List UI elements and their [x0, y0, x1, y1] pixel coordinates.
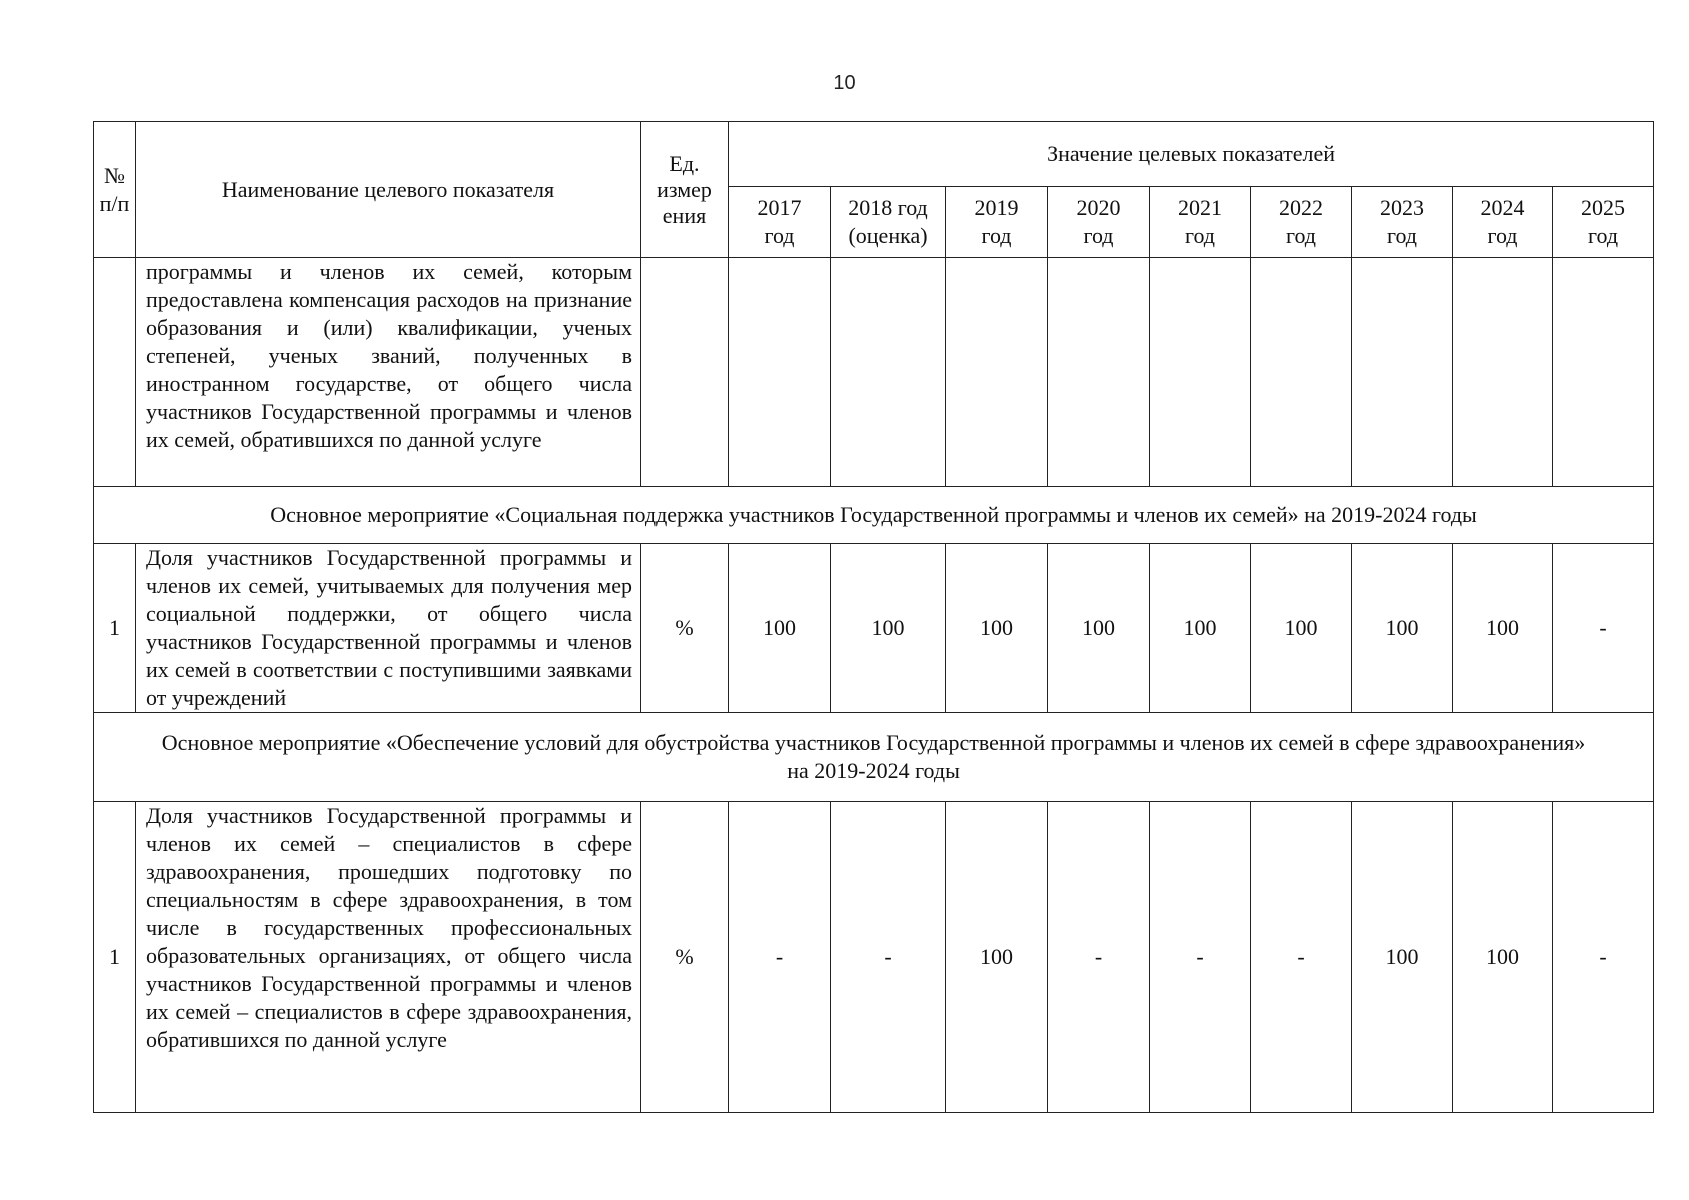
- value-cell: 100: [831, 544, 946, 713]
- header-row: [94, 122, 1654, 187]
- header-num: № п/п: [94, 122, 136, 258]
- value-cell: -: [1553, 802, 1654, 1113]
- unit-cell: %: [641, 544, 729, 713]
- section-row: [94, 713, 1654, 802]
- value-cell: 100: [1453, 802, 1553, 1113]
- header-year: 2017 год: [729, 187, 831, 258]
- value-cell: 100: [946, 802, 1048, 1113]
- value-cell: [1251, 258, 1352, 487]
- value-cell: 100: [1150, 544, 1251, 713]
- header-name: Наименование целевого показателя: [136, 122, 641, 258]
- header-year: 2022 год: [1251, 187, 1352, 258]
- unit-cell: [641, 258, 729, 487]
- row-num: 1: [94, 544, 136, 713]
- value-cell: 100: [1453, 544, 1553, 713]
- value-cell: [729, 258, 831, 487]
- header-year: 2025 год: [1553, 187, 1654, 258]
- value-cell: -: [729, 802, 831, 1113]
- value-cell: -: [1553, 544, 1654, 713]
- table-row: [94, 544, 1654, 713]
- value-cell: 100: [1251, 544, 1352, 713]
- value-cell: [1150, 258, 1251, 487]
- header-unit: Ед. измер ения: [641, 122, 729, 258]
- value-cell: [831, 258, 946, 487]
- page-number: 10: [833, 72, 856, 94]
- header-year: 2020 год: [1048, 187, 1150, 258]
- value-cell: 100: [1352, 802, 1453, 1113]
- unit-cell: %: [641, 802, 729, 1113]
- indicator-name: Доля участников Государственной программы и членов их семей, учитываемых для получения мер социальной поддержки, от общего числа участников Государственной программы и членов их семей в соответствии с поступившими заявками от учреждений: [136, 544, 641, 713]
- section-row: [94, 487, 1654, 544]
- indicator-name: Доля участников Государственной программы и членов их семей – специалистов в сфере здравоохранения, прошедших подготовку по специальностям в сфере здравоохранения, в том числе в государственных профессиональных образовательных организациях, от общего числа участников Государственной программы и членов их семей – специалистов в сфере здравоохранения, обратившихся по данной услуге: [136, 802, 641, 1113]
- value-cell: [1553, 258, 1654, 487]
- indicator-name: программы и членов их семей, которым предоставлена компенсация расходов на признание образования и (или) квалификации, ученых степеней, ученых званий, полученных в иностранном государстве, от общего числа участников Государственной программы и членов их семей, обратившихся по данной услуге: [136, 258, 641, 487]
- value-cell: 100: [946, 544, 1048, 713]
- row-num: 1: [94, 802, 136, 1113]
- header-year: 2019 год: [946, 187, 1048, 258]
- header-year: 2023 год: [1352, 187, 1453, 258]
- value-cell: 100: [1352, 544, 1453, 713]
- value-cell: 100: [1048, 544, 1150, 713]
- value-cell: [946, 258, 1048, 487]
- value-cell: 100: [729, 544, 831, 713]
- value-cell: -: [1251, 802, 1352, 1113]
- header-year: 2021 год: [1150, 187, 1251, 258]
- table-row: [94, 802, 1654, 1113]
- section-title: Основное мероприятие «Социальная поддержка участников Государственной программы и членов их семей» на 2019-2024 годы: [94, 487, 1654, 544]
- row-num-cell: [94, 258, 136, 487]
- value-cell: [1352, 258, 1453, 487]
- table-row: [94, 258, 1654, 487]
- value-cell: -: [831, 802, 946, 1113]
- value-cell: -: [1048, 802, 1150, 1113]
- section-title: Основное мероприятие «Обеспечение условий для обустройства участников Государственной программы и членов их семей в сфере здравоохранения» на 2019-2024 годы: [94, 713, 1654, 802]
- target-indicators-table: [93, 121, 1654, 1113]
- header-year: 2024 год: [1453, 187, 1553, 258]
- value-cell: -: [1150, 802, 1251, 1113]
- value-cell: [1048, 258, 1150, 487]
- value-cell: [1453, 258, 1553, 487]
- header-year: 2018 год (оценка): [831, 187, 946, 258]
- header-values-group: Значение целевых показателей: [729, 122, 1654, 187]
